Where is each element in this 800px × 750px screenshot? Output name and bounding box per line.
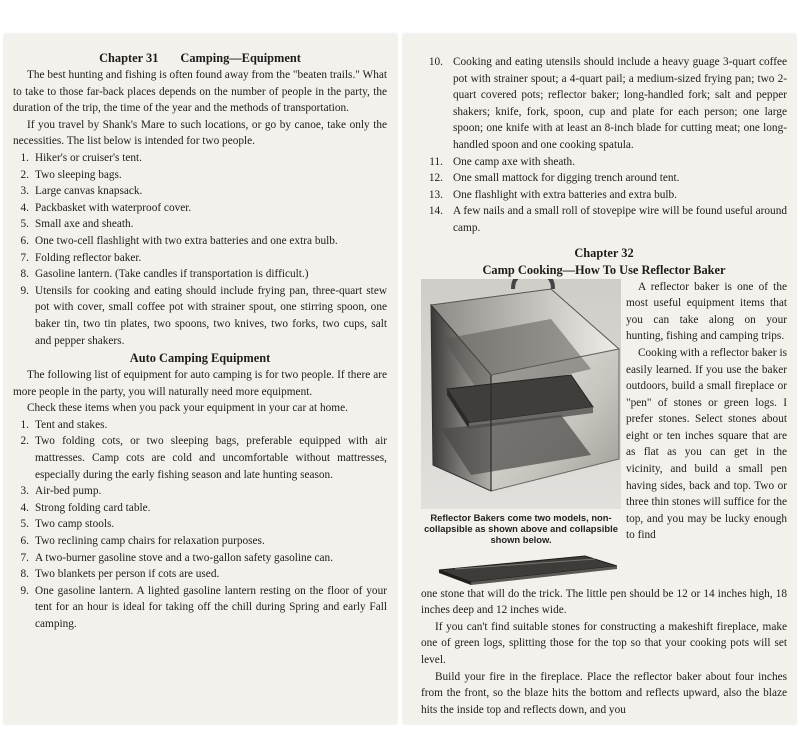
list-item-number: 7. (20, 551, 29, 564)
list-item-text: Hiker's or cruiser's tent. (35, 151, 142, 164)
list-item (13, 216, 387, 233)
list-item-text: Two reclining camp chairs for relaxation purposes. (35, 535, 265, 548)
list-item (13, 500, 387, 517)
list-item (421, 203, 787, 236)
list-item (13, 266, 387, 283)
list-item (13, 183, 387, 200)
list-item (13, 233, 387, 250)
list-item (13, 417, 387, 434)
list-item-number: 4. (20, 201, 29, 214)
reflector-intro-paragraph: A reflector baker is one of the most useful equipment items that you can take along on your hunting, fishing and camping trips. (626, 280, 787, 343)
chapter-31-subtitle: Camping—Equipment (180, 51, 301, 65)
list-item-number: 11. (429, 155, 443, 168)
list-item-text: Gasoline lantern. (Take candles if transportation is difficult.) (35, 268, 309, 281)
list-item (13, 167, 387, 184)
chapter-32-title: Chapter 32 (574, 245, 634, 260)
list-item-text: Folding reflector baker. (35, 251, 142, 264)
list-item-number: 10. (428, 56, 443, 68)
list-item-text: Tent and stakes. (35, 418, 108, 431)
reflector-baker-photo (421, 279, 621, 509)
list-item-number: 6. (20, 234, 29, 247)
list-item-text: Strong folding card table. (35, 501, 151, 514)
list-item-text: A few nails and a small roll of stovepipe wire will be found useful around camp. (453, 205, 787, 234)
list-item-text: Small axe and sheath. (35, 218, 134, 231)
list-item-text: A two-burner gasoline stove and a two-gallon safety gasoline can. (35, 551, 334, 564)
green-logs-paragraph: If you can't find suitable stones for constructing a makeshift fireplace, make one of green logs, splitting those for the top so that your cooking pots will set level. (421, 620, 787, 666)
list-item-number: 2. (20, 168, 29, 181)
hiking-equipment-list (13, 150, 387, 349)
chapter-31-title: Chapter 31 (99, 51, 159, 65)
list-item-number: 1. (20, 418, 29, 431)
list-item-number: 3. (20, 185, 29, 198)
list-item (13, 150, 387, 167)
list-item-text: Two folding cots, or two sleeping bags, preferable equipped with air mattresses. Camp cots are cold and uncomfortable without mattresses, especially during the early fishing season and late hunting season. (35, 435, 387, 481)
auto-camping-list-continued (421, 54, 787, 237)
list-item-number: 9. (20, 284, 29, 297)
list-item-text: Cooking and eating utensils should include a heavy guage 3-quart coffee pot with strainer spout; a 4-quart pail; a medium-sized frying pan; two 2-quart covered pots; reflector baker; long-handled fork; salt and pepper shakers; knife, fork, spoon, cup and plate for each person; one large spoon; one knife with at least an 8-inch blade for cutting meat; one long-handled spoon and one cooking spatula. (453, 56, 787, 151)
auto-camping-heading: Auto Camping Equipment (129, 351, 271, 366)
list-item-number: 1. (20, 151, 29, 164)
list-item (13, 250, 387, 267)
list-item-number: 13. (428, 188, 443, 201)
list-item-number: 2. (20, 435, 29, 448)
list-item (421, 54, 787, 154)
list-item (13, 516, 387, 533)
photo-caption: Reflector Bakers come two models, non-collapsible as shown above and collapsible shown below. (424, 511, 618, 546)
list-item-text: One two-cell flashlight with two extra batteries and one extra bulb. (35, 234, 338, 247)
list-item-text: One flashlight with extra batteries and extra bulb. (453, 188, 677, 201)
list-item-text: Utensils for cooking and eating should include frying pan, three-quart stew pot with cover, small coffee pot with strainer spout, one stirring spoon, one baker tin, two tin plates, two spoons, two knives, two forks, two cups, salt and pepper shakers. (35, 284, 387, 347)
left-page (4, 34, 397, 724)
reflector-baker-figure (421, 279, 787, 586)
list-item-number: 8. (20, 568, 29, 581)
list-item-number: 9. (20, 584, 29, 597)
right-page (403, 34, 796, 724)
right-column (421, 54, 787, 718)
list-item-number: 8. (20, 268, 29, 281)
cooking-paragraph: Cooking with a reflector baker is easily learned. If you use the baker outdoors, build a small fireplace or "pen" of stones or green logs. I prefer stones. Select stones about eight or ten inches square that are as flat as you can get in the vicinity, and build a small pen having sides, back and top. Two or three thin stones will suffice for the top, and you may be lucky enough to find (626, 346, 788, 542)
list-item (13, 283, 387, 349)
list-item-number: 12. (428, 172, 443, 185)
list-item (13, 533, 387, 550)
list-item-text: One small mattock for digging trench around tent. (453, 172, 680, 185)
list-item (421, 187, 787, 204)
list-item-text: Large canvas knapsack. (35, 185, 143, 198)
list-item-text: Two blankets per person if cots are used. (35, 568, 220, 581)
collapsible-baker-photo (435, 554, 619, 586)
list-item-number: 3. (20, 485, 29, 498)
list-item-number: 4. (20, 501, 29, 514)
list-item-number: 14. (428, 205, 443, 218)
list-item-text: Air-bed pump. (35, 485, 102, 498)
list-item-number: 6. (20, 535, 29, 548)
list-item (13, 433, 387, 483)
list-item (13, 583, 387, 633)
list-item (13, 566, 387, 583)
build-fire-paragraph: Build your fire in the fireplace. Place the reflector baker about four inches from the front, so the blaze hits the bottom and reflects upward, also the blaze hits the inside top and reflects down, and you (421, 670, 787, 716)
intro-paragraph-2: If you travel by Shank's Mare to such locations, or go by canoe, take only the necessities. The list below is intended for two people. (13, 118, 387, 148)
auto-camping-list (13, 417, 387, 633)
left-column (13, 50, 387, 633)
list-item (13, 200, 387, 217)
pen-size-paragraph: one stone that will do the trick. The little pen should be 12 or 14 inches high, 18 inches deep and 12 inches wide. (421, 587, 787, 617)
list-item-text: Packbasket with waterproof cover. (35, 201, 192, 214)
list-item-number: 5. (20, 518, 29, 531)
list-item-number: 5. (20, 218, 29, 231)
auto-intro-paragraph-1: The following list of equipment for auto camping is for two people. If there are more people in the party, you will naturally need more equipment. (13, 369, 387, 398)
wrap-text-column (626, 279, 787, 545)
list-item (421, 154, 787, 171)
chapter-32-subtitle: Camp Cooking—How To Use Reflector Baker (482, 262, 726, 277)
list-item-text: Two sleeping bags. (35, 168, 122, 181)
auto-intro-paragraph-2: Check these items when you pack your equipment in your car at home. (27, 402, 348, 415)
list-item (421, 170, 787, 187)
list-item-text: Two camp stools. (35, 518, 115, 531)
list-item-number: 7. (20, 251, 29, 264)
list-item (13, 550, 387, 567)
list-item (13, 483, 387, 500)
list-item-text: One gasoline lantern. A lighted gasoline lantern resting on the floor of your tent for an hour is ideal for taking off the chill during Spring and early Fall camping. (35, 584, 387, 630)
chapter-31-heading (13, 50, 387, 67)
list-item-text: One camp axe with sheath. (453, 155, 576, 168)
intro-paragraph-1: The best hunting and fishing is often found away from the "beaten trails." What to take to those far-back places depends on the number of people in the party, the duration of the trip, the time of the year and the methods of transportation. (13, 69, 387, 115)
